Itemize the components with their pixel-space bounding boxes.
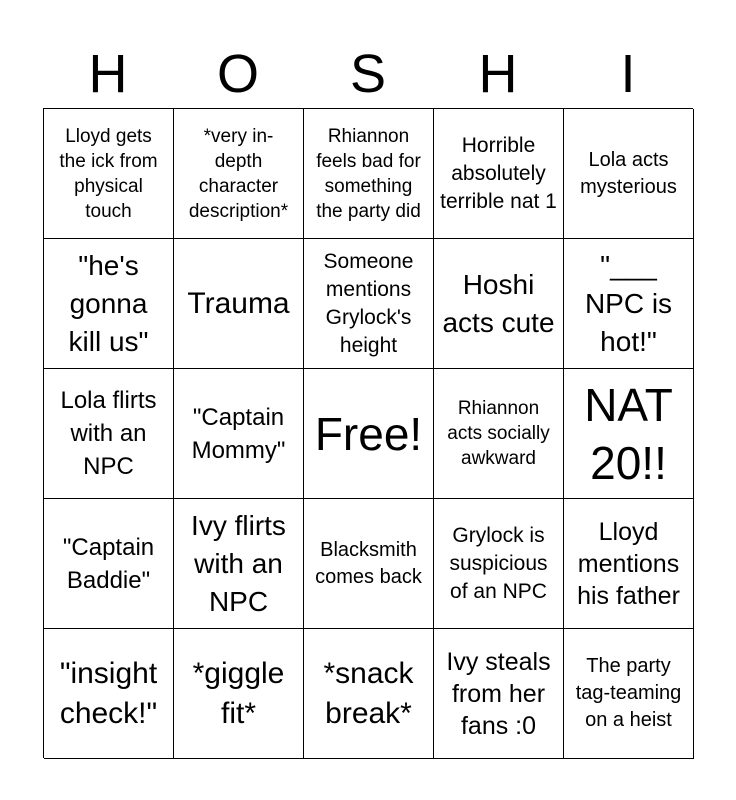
bingo-cell[interactable]: [564, 369, 694, 499]
cell-text: *snack break*: [323, 656, 414, 730]
cell-text: Trauma: [187, 286, 290, 320]
cell-text: Lola acts mysterious: [580, 148, 677, 198]
cell-text: Horrible absolutely terrible nat 1: [440, 133, 557, 213]
header-letter-o: O: [216, 44, 259, 104]
bingo-cell[interactable]: [174, 239, 304, 369]
cell-text: Ivy steals from her fans :0: [446, 647, 551, 740]
bingo-cell[interactable]: [174, 109, 304, 239]
header-letter-h: H: [88, 44, 128, 104]
bingo-grid: [43, 108, 693, 758]
cell-text: Ivy flirts with an NPC: [191, 509, 286, 617]
cell-text: "he's gonna kill us": [68, 249, 149, 357]
cell-text: Rhiannon feels bad for something the party did: [316, 125, 421, 222]
bingo-cell[interactable]: [174, 369, 304, 499]
cell-text: Blacksmith comes back: [315, 538, 422, 588]
bingo-cell[interactable]: [44, 239, 174, 369]
cell-text: Hoshi acts cute: [442, 268, 555, 338]
bingo-cell[interactable]: [434, 239, 564, 369]
bingo-cell[interactable]: [174, 629, 304, 759]
cell-text: *very in-depth character description*: [188, 125, 289, 222]
free-space[interactable]: [304, 369, 434, 499]
bingo-cell[interactable]: [44, 369, 174, 499]
bingo-cell[interactable]: [174, 499, 304, 629]
cell-text: "___ NPC is hot!": [584, 249, 673, 357]
cell-text: Lloyd gets the ick from physical touch: [59, 125, 158, 222]
bingo-cell[interactable]: [434, 109, 564, 239]
header-letter-h-2: H: [478, 44, 518, 104]
bingo-cell[interactable]: [44, 499, 174, 629]
cell-text: Lloyd mentions his father: [577, 517, 680, 610]
bingo-header: [43, 40, 693, 108]
cell-text: Rhiannon acts socially awkward: [447, 398, 550, 469]
cell-text: Someone mentions Grylock's height: [323, 249, 414, 357]
bingo-cell[interactable]: [44, 629, 174, 759]
bingo-cell[interactable]: [564, 109, 694, 239]
cell-text: *giggle fit*: [192, 656, 285, 730]
cell-text: "Captain Baddie": [62, 533, 155, 594]
header-letter-s: S: [349, 44, 387, 104]
bingo-cell[interactable]: [304, 499, 434, 629]
bingo-cell[interactable]: [434, 369, 564, 499]
cell-text: NAT 20!!: [584, 378, 673, 489]
cell-text: "insight check!": [59, 656, 158, 730]
bingo-cell[interactable]: [44, 109, 174, 239]
cell-text: "Captain Mommy": [191, 403, 286, 464]
header-letter-i: I: [620, 44, 636, 104]
cell-text: Free!: [314, 407, 423, 460]
bingo-cell[interactable]: [304, 629, 434, 759]
cell-text: Lola flirts with an NPC: [60, 387, 157, 480]
bingo-cell[interactable]: [564, 629, 694, 759]
bingo-cell[interactable]: [304, 109, 434, 239]
cell-text: Grylock is suspicious of an NPC: [449, 523, 548, 603]
bingo-cell[interactable]: [434, 629, 564, 759]
cell-text: The party tag-teaming on a heist: [575, 655, 682, 731]
bingo-cell[interactable]: [434, 499, 564, 629]
bingo-cell[interactable]: [564, 239, 694, 369]
bingo-cell[interactable]: [564, 499, 694, 629]
bingo-cell[interactable]: [304, 239, 434, 369]
